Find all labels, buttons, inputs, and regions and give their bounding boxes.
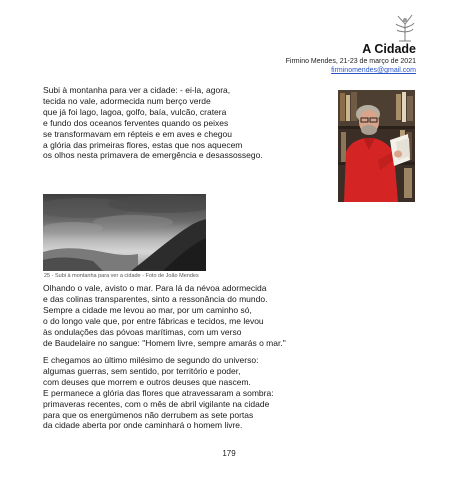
logo-icon bbox=[394, 14, 416, 42]
verse-line: para que os energúmenos não derrubem as sete portas bbox=[43, 409, 254, 420]
verse-line: e das colinas transparentes, sinto a ressonância do mundo. bbox=[43, 293, 268, 304]
verse-line: E chegamos ao último milésimo de segundo do universo: bbox=[43, 355, 259, 365]
author-portrait bbox=[338, 90, 415, 202]
verse-line: Subi à montanha para ver a cidade: - ei-la, agora, bbox=[43, 85, 231, 95]
verse-line: Sempre a cidade me levou ao mar, por um caminho só, bbox=[43, 304, 252, 315]
verse-line: com deuses que morrem e outros deuses que nascem. bbox=[43, 376, 251, 387]
author-date: Firmino Mendes, 21-23 de março de 2021 bbox=[285, 58, 416, 65]
stanza-1 bbox=[43, 85, 263, 161]
verse-line: Olhando o vale, avisto o mar. Para lá da névoa adormecida bbox=[43, 283, 267, 293]
photo-caption: 25 - Subi à montanha para ver a cidade - Foto de João Mendes bbox=[44, 273, 199, 279]
verse-line: os olhos nesta primavera de emergência e desassossego. bbox=[43, 150, 263, 161]
page-number: 179 bbox=[222, 449, 236, 458]
verse-line: e fundo dos oceanos ferventes quando os peixes bbox=[43, 117, 229, 128]
verse-line: às ondulações das póvoas marítimas, com um verso bbox=[43, 326, 242, 337]
verse-line: primaveras recentes, com o mês de abril vigilante na cidade bbox=[43, 398, 270, 409]
stanza-2 bbox=[43, 283, 286, 348]
mountain-photo bbox=[43, 194, 206, 271]
verse-line: se transformavam em répteis e em aves e chegou bbox=[43, 128, 232, 139]
verse-line: E permanece a glória das flores que atravessaram a sombra: bbox=[43, 387, 274, 398]
stanza-3 bbox=[43, 355, 274, 431]
verse-line: algumas guerras, sem sentido, por território e poder, bbox=[43, 365, 241, 376]
page-title: A Cidade bbox=[362, 42, 416, 56]
verse-line: a glória das primeiras flores, estas que nos aquecem bbox=[43, 139, 243, 150]
verse-line: de Baudelaire no sangue: "Homem livre, sempre amarás o mar." bbox=[43, 337, 286, 348]
verse-line: tecida no vale, adormecida num berço verde bbox=[43, 95, 211, 106]
verse-line: da cidade aberta por onde caminhará o homem livre. bbox=[43, 420, 243, 431]
verse-line: o do longo vale que, por entre fábricas e tecidos, me levou bbox=[43, 315, 264, 326]
verse-line: que já foi lago, lagoa, golfo, baía, vulcão, cratera bbox=[43, 106, 227, 117]
email-link[interactable]: firminomendes@gmail.com bbox=[331, 67, 416, 74]
